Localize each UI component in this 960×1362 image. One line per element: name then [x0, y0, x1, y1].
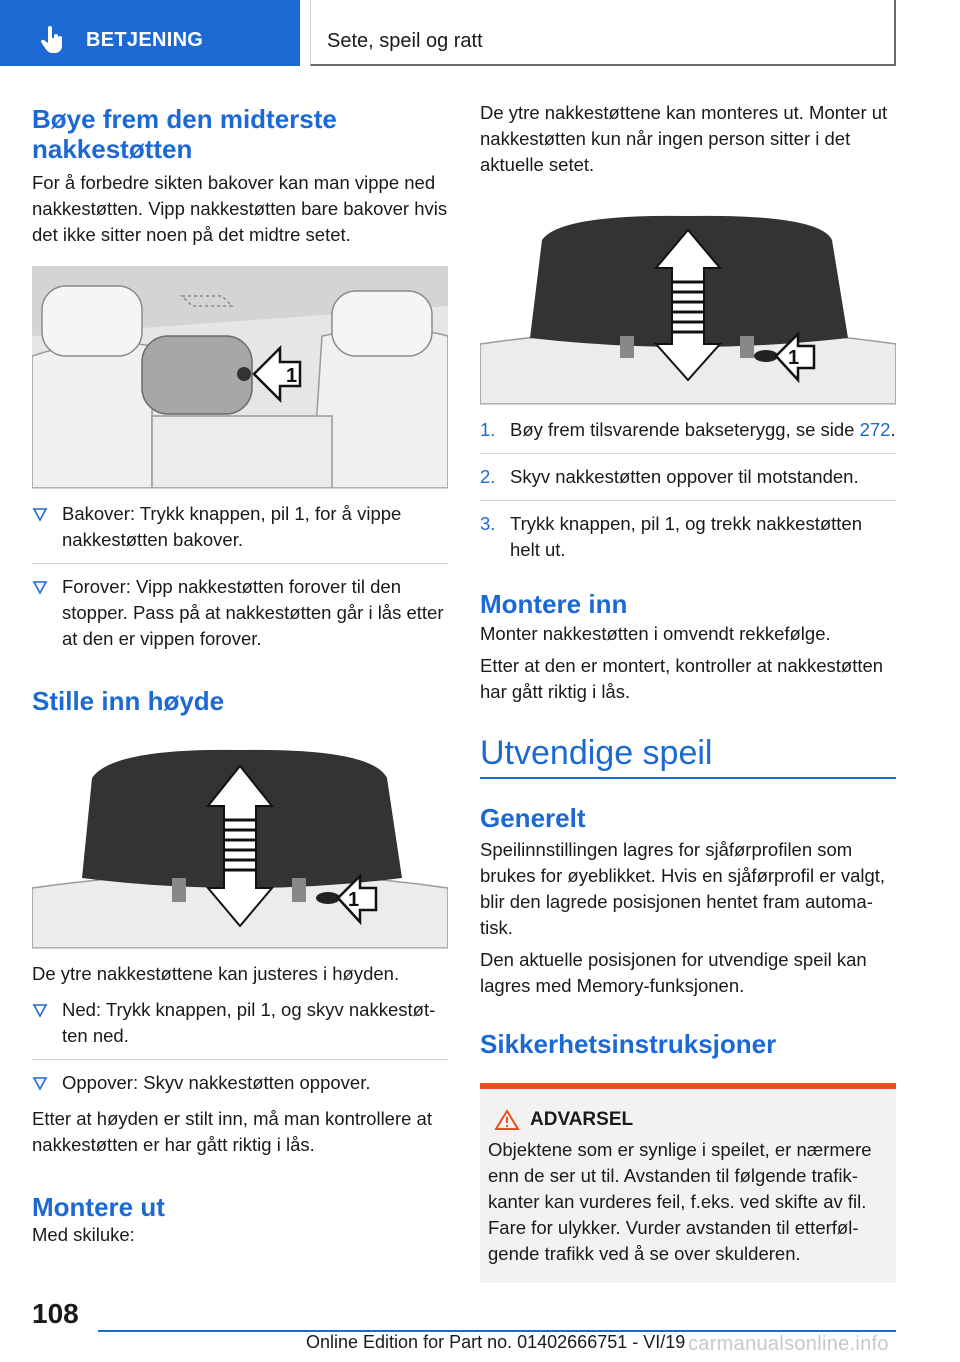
section-tab[interactable] [0, 0, 300, 66]
hand-pointer-icon [40, 26, 66, 54]
triangle-bullet-icon [32, 579, 48, 595]
section-title: BETJENING [86, 29, 204, 51]
left-column [32, 100, 448, 1248]
list-item: 2. Skyv nakkestøtten oppover til motstanden. [480, 466, 859, 487]
heading-height: Stille inn høyde [32, 686, 225, 716]
after-height-text: Etter at høyden er stilt inn, må man kontrollere at nakkestøtten er har gått riktig i lås. [32, 1108, 432, 1155]
list-item: 1. Bøy frem tilsvarende bakseterygg, se side 272. [480, 419, 896, 440]
warning-text: Objektene som er synlige i speilet, er nærmere enn de ser ut til. Avstanden til følgende trafikkanter kan vurderes feil, f.eks. ved skifte av fil. Fare for ulykker. Vurder avstanden til etterfølgende trafikk ved å se over skulderen. [488, 1139, 872, 1264]
warning-triangle-icon [494, 1109, 520, 1131]
triangle-bullet-icon [32, 1002, 48, 1018]
watermark: carmanualsonline.info [688, 1333, 889, 1355]
install-text-1: Monter nakkestøtten i omvendt rekkefølge. [480, 623, 831, 644]
heading-mirrors: Utvendige speil [480, 734, 713, 772]
list-item: Oppover: Skyv nakkestøtten oppover. [32, 1070, 448, 1096]
intro-fold-headrest: For å forbedre sikten bakover kan man vippe ned nakkestøtten. Vipp nakkestøtten bare bakover hvis det ikke sitter noen på det midtre setet. [32, 172, 448, 245]
heading-remove: Montere ut [32, 1192, 165, 1222]
list-item: Forover: Vipp nakkestøtten forover til den stopper. Pass på at nakkestøtten går i lås etter at den er vippen forover. [32, 574, 448, 652]
remove-text: De ytre nakkestøttene kan monteres ut. Monter ut nakkestøtten kun når ingen person sitter i det aktuelle setet. [480, 102, 888, 175]
figure3-callout: 1 [788, 347, 800, 369]
breadcrumb-label: Sete, speil og ratt [327, 30, 483, 52]
warning-heading: ADVARSEL [494, 1109, 888, 1131]
figure-remove-headrest [480, 214, 896, 404]
triangle-bullet-icon [32, 506, 48, 522]
general-text-1: Speilinnstillingen lagres for sjåførprofilen som brukes for øyeblikket. Hvis en sjåførprofil er valgt, blir den lagrede posisjonen hentet fram automatisk. [480, 839, 886, 938]
figure1-callout: 1 [286, 365, 298, 387]
list-item: 3. Trykk knappen, pil 1, og trekk nakkestøtten helt ut. [480, 513, 863, 560]
heading-fold-headrest: Bøye frem den midterste nakkestøtten [32, 104, 337, 164]
figure2-callout: 1 [348, 889, 360, 911]
remove-subtitle: Med skiluke: [32, 1224, 135, 1245]
heading-safety: Sikkerhetsinstruksjoner [480, 1029, 777, 1059]
warning-box [480, 1083, 896, 1283]
list-item: Bakover: Trykk knappen, pil 1, for å vippe nakkestøtten bakover. [32, 501, 448, 553]
page-number: 108 [32, 1298, 79, 1329]
list-item: Ned: Trykk knappen, pil 1, og skyv nakkestøtten ned. [32, 997, 448, 1049]
heading-general: Generelt [480, 803, 586, 833]
page-header [0, 0, 960, 66]
heading-mirrors-wrap [480, 733, 896, 779]
page-link[interactable]: 272 [859, 419, 891, 440]
remove-steps [480, 417, 896, 563]
figure-fold-headrest [32, 266, 448, 488]
height-bullets [32, 997, 448, 1096]
triangle-bullet-icon [32, 1075, 48, 1091]
breadcrumb [310, 0, 896, 66]
install-text-2: Etter at den er montert, kontroller at nakkestøtten har gått riktig i lås. [480, 655, 884, 702]
right-column [480, 100, 896, 1283]
figure-height-adjust [32, 748, 448, 948]
heading-install: Montere inn [480, 589, 628, 619]
intro-height: De ytre nakkestøttene kan justeres i høyden. [32, 963, 400, 984]
footer-edition: Online Edition for Part no. 01402666751 - VI/19 [306, 1332, 686, 1352]
general-text-2: Den aktuelle posisjonen for utvendige speil kan lagres med Memory-funksjonen. [480, 949, 867, 996]
fold-bullets [32, 501, 448, 652]
